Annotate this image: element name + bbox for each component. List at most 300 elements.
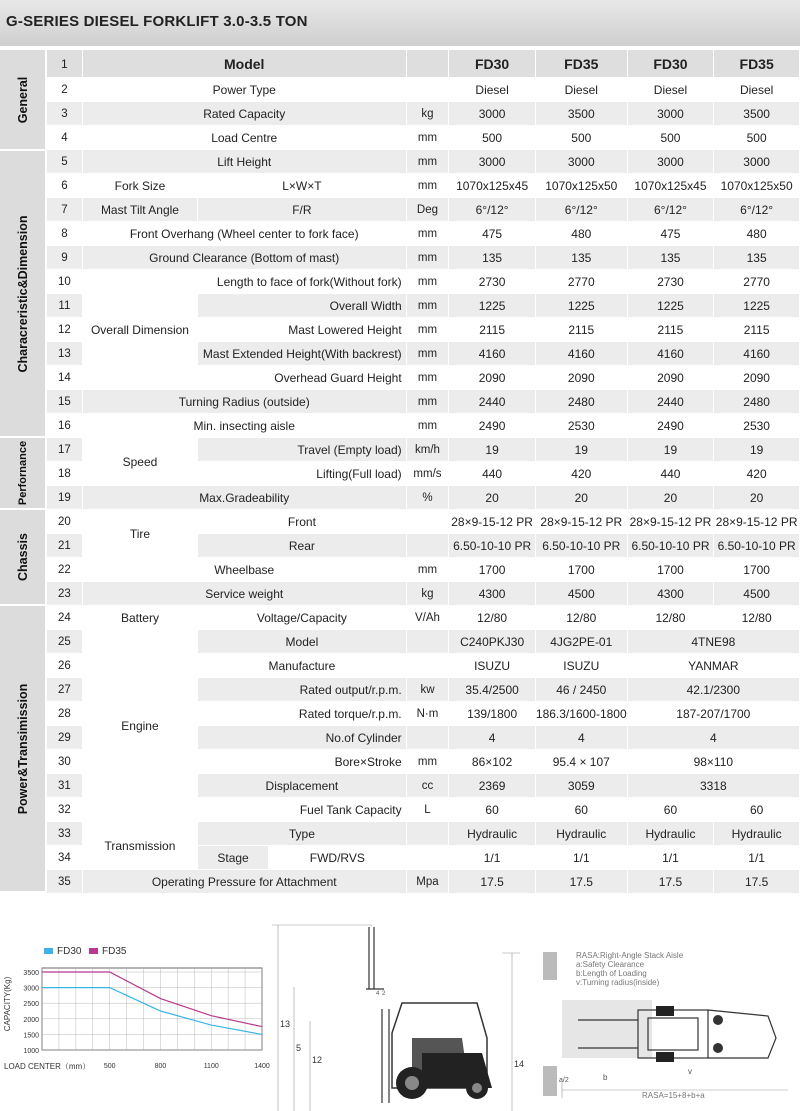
row-label: Load Centre — [82, 126, 406, 150]
cell: 19 — [535, 438, 627, 462]
row-number: 16 — [47, 414, 83, 438]
row-label: Model — [198, 630, 407, 654]
cell: 1/1 — [449, 846, 536, 870]
row-label: Travel (Empty load) — [198, 438, 407, 462]
row-number: 26 — [47, 654, 83, 678]
row-label: Length to face of fork(Without fork) — [198, 270, 407, 294]
cell: 95.4 × 107 — [535, 750, 627, 774]
row-label: Overall Width — [198, 294, 407, 318]
cell: ISUZU — [535, 654, 627, 678]
legend-line: RASA:Right-Angle Stack Aisle — [576, 951, 684, 960]
y-tick-label: 1000 — [23, 1048, 39, 1055]
row-number: 5 — [47, 150, 83, 174]
cell: 20 — [449, 486, 536, 510]
cell: 2530 — [535, 414, 627, 438]
plot-frame — [42, 968, 262, 1050]
row-label: Rated Capacity — [82, 102, 406, 126]
row-unit: mm — [406, 294, 449, 318]
y-tick-label: 3000 — [23, 985, 39, 993]
cell: 3000 — [449, 102, 536, 126]
row-label: Overhead Guard Height — [198, 366, 407, 390]
cell: 475 — [449, 222, 536, 246]
cell: 12/80 — [449, 606, 536, 630]
cell: 20 — [714, 486, 800, 510]
row-number: 3 — [47, 102, 83, 126]
row-number: 12 — [47, 318, 83, 342]
row-unit: mm — [406, 750, 449, 774]
cell: 60 — [535, 798, 627, 822]
cell: 4300 — [449, 582, 536, 606]
row-number: 2 — [47, 78, 83, 102]
cell: 19 — [714, 438, 800, 462]
cell: 19 — [627, 438, 714, 462]
cell: 420 — [535, 462, 627, 486]
capacity-chart — [0, 940, 270, 1090]
cell: 4160 — [627, 342, 714, 366]
y-tick-label: 2000 — [23, 1016, 39, 1024]
row-unit: mm — [406, 414, 449, 438]
cell: 28×9-15-12 PR — [449, 510, 536, 534]
cell: 6°/12° — [627, 198, 714, 222]
cell: 2480 — [714, 390, 800, 414]
row-label: Turning Radius (outside) — [82, 390, 406, 414]
table-row — [47, 102, 800, 126]
row-label: F/R — [198, 198, 407, 222]
model-header: Model — [82, 50, 406, 78]
y-axis-label: CAPACITY(Kg) — [3, 976, 12, 1032]
spec-table — [46, 49, 800, 894]
row-unit — [406, 654, 449, 678]
cell: 17.5 — [627, 870, 714, 894]
cell: 3500 — [714, 102, 800, 126]
row-unit — [406, 510, 449, 534]
cell: 2770 — [535, 270, 627, 294]
dim-label: 2 — [382, 991, 386, 997]
row-unit: mm — [406, 366, 449, 390]
tire-group: Tire — [82, 510, 197, 558]
row-number: 34 — [47, 846, 83, 870]
cell: 1070x125x50 — [714, 174, 800, 198]
row-unit: mm — [406, 270, 449, 294]
cell: 4TNE98 — [627, 630, 799, 654]
cell: 98×110 — [627, 750, 799, 774]
table-row — [47, 510, 800, 534]
cell: 2770 — [714, 270, 800, 294]
model-col-2: FD35 — [535, 50, 627, 78]
stage-group: Stage — [198, 846, 269, 870]
overall-dimension-group: Overall Dimension — [82, 270, 197, 390]
table-row — [47, 822, 800, 846]
row-number: 23 — [47, 582, 83, 606]
cell: 2440 — [627, 390, 714, 414]
cell: Hydraulic — [627, 822, 714, 846]
row-number: 1 — [47, 50, 83, 78]
row-number: 7 — [47, 198, 83, 222]
cell: 28×9-15-12 PR — [535, 510, 627, 534]
cell: 2090 — [627, 366, 714, 390]
row-unit: Deg — [406, 198, 449, 222]
cell: 1/1 — [627, 846, 714, 870]
cell: 500 — [627, 126, 714, 150]
cell: 2115 — [714, 318, 800, 342]
cell: 4500 — [535, 582, 627, 606]
title-bar — [0, 0, 800, 46]
table-row — [47, 558, 800, 582]
row-label: Operating Pressure for Attachment — [82, 870, 406, 894]
row-number: 10 — [47, 270, 83, 294]
cell: 4 — [535, 726, 627, 750]
row-number: 15 — [47, 390, 83, 414]
table-row — [47, 222, 800, 246]
cell: 4 — [627, 726, 799, 750]
row-unit: mm — [406, 390, 449, 414]
row-unit: mm — [406, 174, 449, 198]
y-tick-label: 2500 — [23, 1001, 39, 1009]
legend-swatch-fd35 — [89, 948, 98, 954]
table-row — [47, 606, 800, 630]
row-number: 14 — [47, 366, 83, 390]
row-unit: mm — [406, 150, 449, 174]
table-row — [47, 870, 800, 894]
legend-label-fd35: FD35 — [102, 946, 127, 957]
cell: 3500 — [535, 102, 627, 126]
cell: 2480 — [535, 390, 627, 414]
cell: 6.50-10-10 PR — [627, 534, 714, 558]
cell: 475 — [627, 222, 714, 246]
section-power — [0, 606, 45, 891]
cell: 60 — [627, 798, 714, 822]
row-number: 22 — [47, 558, 83, 582]
row-label: Rear — [198, 534, 407, 558]
cell: 500 — [449, 126, 536, 150]
row-number: 24 — [47, 606, 83, 630]
row-label: Rated output/r.p.m. — [198, 678, 407, 702]
cell: 2090 — [535, 366, 627, 390]
cell: 3000 — [714, 150, 800, 174]
row-unit: kg — [406, 102, 449, 126]
row-label: Power Type — [82, 78, 406, 102]
cell: 4500 — [714, 582, 800, 606]
table-row — [47, 414, 800, 438]
cell: C240PKJ30 — [449, 630, 536, 654]
model-col-1: FD30 — [449, 50, 536, 78]
cell: Diesel — [627, 78, 714, 102]
row-number: 31 — [47, 774, 83, 798]
cell: Diesel — [449, 78, 536, 102]
cell: 17.5 — [714, 870, 800, 894]
model-col-3: FD30 — [627, 50, 714, 78]
row-number: 30 — [47, 750, 83, 774]
cell: 3000 — [535, 150, 627, 174]
row-label: Mast Extended Height(With backrest) — [198, 342, 407, 366]
row-number: 20 — [47, 510, 83, 534]
table-row — [47, 246, 800, 270]
row-label: Manufacture — [198, 654, 407, 678]
cell: 135 — [535, 246, 627, 270]
legend-line: a:Safety Clearance — [576, 960, 645, 969]
row-unit: kw — [406, 678, 449, 702]
dim-label: 4 — [376, 991, 380, 997]
cell: 6°/12° — [535, 198, 627, 222]
cell: 1700 — [449, 558, 536, 582]
row-unit: mm — [406, 126, 449, 150]
y-tick-label: 1500 — [23, 1032, 39, 1040]
table-row — [47, 174, 800, 198]
section-characteristic — [0, 151, 45, 436]
row-group: Mast Tilt Angle — [82, 198, 197, 222]
cell: YANMAR — [627, 654, 799, 678]
x-tick-label: 1400 — [254, 1063, 270, 1070]
cell: 1/1 — [714, 846, 800, 870]
row-number: 11 — [47, 294, 83, 318]
row-unit: mm — [406, 318, 449, 342]
cell: Hydraulic — [714, 822, 800, 846]
row-unit: L — [406, 798, 449, 822]
row-number: 19 — [47, 486, 83, 510]
x-tick-label: 800 — [154, 1063, 167, 1070]
cell: 2440 — [449, 390, 536, 414]
cell: 3000 — [449, 150, 536, 174]
cell: 480 — [535, 222, 627, 246]
section-label: General — [15, 76, 30, 123]
row-unit: km/h — [406, 438, 449, 462]
cell: 187-207/1700 — [627, 702, 799, 726]
row-number: 4 — [47, 126, 83, 150]
row-label: Wheelbase — [82, 558, 406, 582]
cell: 12/80 — [627, 606, 714, 630]
x-tick-label: 500 — [103, 1063, 116, 1070]
dim-label: 5 — [296, 1043, 302, 1053]
cell: 28×9-15-12 PR — [714, 510, 800, 534]
cell: 46 / 2450 — [535, 678, 627, 702]
cell: 19 — [449, 438, 536, 462]
cell: 1070x125x45 — [449, 174, 536, 198]
legend-label-fd30: FD30 — [57, 946, 82, 957]
row-unit — [406, 534, 449, 558]
table-row — [47, 126, 800, 150]
row-label: Max.Gradeability — [82, 486, 406, 510]
dim-label: b — [603, 1073, 608, 1082]
aisle-top-diagram — [538, 948, 798, 1108]
row-unit — [406, 630, 449, 654]
row-label: Lift Height — [82, 150, 406, 174]
row-unit — [406, 78, 449, 102]
row-unit: mm/s — [406, 462, 449, 486]
cell: 28×9-15-12 PR — [627, 510, 714, 534]
dim-label: 14 — [514, 1059, 525, 1069]
row-label: Rated torque/r.p.m. — [198, 702, 407, 726]
section-performance — [0, 438, 45, 508]
legend-swatch-fd30 — [44, 948, 53, 954]
header-row — [47, 50, 800, 78]
cell: 2090 — [449, 366, 536, 390]
table-row — [47, 582, 800, 606]
section-chassis — [0, 510, 45, 604]
row-unit: mm — [406, 342, 449, 366]
table-row — [47, 78, 800, 102]
row-label: Mast Lowered Height — [198, 318, 407, 342]
table-row — [47, 198, 800, 222]
row-label: Lifting(Full load) — [198, 462, 407, 486]
page-title: G-SERIES DIESEL FORKLIFT 3.0-3.5 TON — [6, 13, 308, 30]
cell: 440 — [449, 462, 536, 486]
row-label: Displacement — [198, 774, 407, 798]
model-col-4: FD35 — [714, 50, 800, 78]
cell: ISUZU — [449, 654, 536, 678]
x-axis-label: LOAD CENTER（mm） — [4, 1062, 91, 1071]
table-row — [47, 150, 800, 174]
row-label: Min. insecting aisle — [82, 414, 406, 438]
cell: 1/1 — [535, 846, 627, 870]
cell: 60 — [449, 798, 536, 822]
chart-legend — [44, 946, 127, 957]
row-label: L×W×T — [198, 174, 407, 198]
cell: 6.50-10-10 PR — [535, 534, 627, 558]
cell: 60 — [714, 798, 800, 822]
cell: 1700 — [714, 558, 800, 582]
row-number: 35 — [47, 870, 83, 894]
row-unit: % — [406, 486, 449, 510]
cell: 6°/12° — [449, 198, 536, 222]
row-unit: cc — [406, 774, 449, 798]
cell: 6°/12° — [714, 198, 800, 222]
table-row — [47, 270, 800, 294]
row-number: 17 — [47, 438, 83, 462]
dim-label: v — [688, 1067, 692, 1076]
section-label: Perfornance — [16, 440, 29, 506]
section-general — [0, 50, 45, 149]
cell: 20 — [627, 486, 714, 510]
cell: 4300 — [627, 582, 714, 606]
row-label: Voltage/Capacity — [198, 606, 407, 630]
cell: 17.5 — [449, 870, 536, 894]
cell: 1225 — [449, 294, 536, 318]
row-number: 29 — [47, 726, 83, 750]
row-number: 28 — [47, 702, 83, 726]
row-label: Service weight — [82, 582, 406, 606]
table-row — [47, 438, 800, 462]
cell: 6.50-10-10 PR — [714, 534, 800, 558]
cell: 2530 — [714, 414, 800, 438]
cell: 135 — [449, 246, 536, 270]
cell: 1225 — [714, 294, 800, 318]
cell: 86×102 — [449, 750, 536, 774]
row-unit: mm — [406, 222, 449, 246]
row-number: 32 — [47, 798, 83, 822]
cell: 480 — [714, 222, 800, 246]
cell: 440 — [627, 462, 714, 486]
cell: 12/80 — [714, 606, 800, 630]
cell: 12/80 — [535, 606, 627, 630]
table-row — [47, 390, 800, 414]
cell: 1070x125x45 — [627, 174, 714, 198]
table-row — [47, 486, 800, 510]
chart-grid — [42, 968, 262, 1050]
section-label: Chassis — [15, 533, 30, 581]
speed-group: Speed — [82, 438, 197, 486]
cell: 3318 — [627, 774, 799, 798]
transmission-group: Transmission — [82, 822, 197, 870]
cell: 3000 — [627, 102, 714, 126]
x-tick-label: 1100 — [203, 1063, 219, 1070]
row-label: Ground Clearance (Bottom of mast) — [82, 246, 406, 270]
engine-group: Engine — [82, 630, 197, 822]
row-number: 25 — [47, 630, 83, 654]
cell: Diesel — [714, 78, 800, 102]
row-unit: V/Ah — [406, 606, 449, 630]
row-unit: mm — [406, 246, 449, 270]
cell: 1700 — [535, 558, 627, 582]
y-tick-label: 3500 — [23, 970, 39, 977]
forklift-side-diagram — [272, 923, 525, 1098]
cell: 35.4/2500 — [449, 678, 536, 702]
row-unit: mm — [406, 558, 449, 582]
cell: 42.1/2300 — [627, 678, 799, 702]
cell: 2115 — [627, 318, 714, 342]
row-number: 27 — [47, 678, 83, 702]
cell: 135 — [627, 246, 714, 270]
cell: 6.50-10-10 PR — [449, 534, 536, 558]
cell: 2115 — [449, 318, 536, 342]
row-unit: N·m — [406, 702, 449, 726]
table-row — [47, 630, 800, 654]
row-unit — [406, 726, 449, 750]
battery-group: Battery — [82, 606, 197, 630]
cell: 17.5 — [535, 870, 627, 894]
row-label: No.of Cylinder — [198, 726, 407, 750]
row-number: 18 — [47, 462, 83, 486]
dim-label: 13 — [280, 1019, 291, 1029]
row-label: Type — [198, 822, 407, 846]
row-label: Front — [198, 510, 407, 534]
row-label: FWD/RVS — [268, 846, 406, 870]
cell: 1225 — [627, 294, 714, 318]
cell: 139/1800 — [449, 702, 536, 726]
cell: 135 — [714, 246, 800, 270]
unit-header — [406, 50, 449, 78]
row-number: 8 — [47, 222, 83, 246]
cell: 1700 — [627, 558, 714, 582]
legend-line: b:Length of Loading — [576, 969, 647, 978]
dim-label: RASA=15+8+b+a — [642, 1091, 705, 1100]
row-number: 33 — [47, 822, 83, 846]
cell: 1070x125x50 — [535, 174, 627, 198]
cell: 4 — [449, 726, 536, 750]
row-label: Front Overhang (Wheel center to fork face) — [82, 222, 406, 246]
cell: Hydraulic — [535, 822, 627, 846]
cell: 2369 — [449, 774, 536, 798]
cell: 2490 — [449, 414, 536, 438]
cell: 3000 — [627, 150, 714, 174]
row-unit — [406, 822, 449, 846]
cell: 2730 — [449, 270, 536, 294]
row-group: Fork Size — [82, 174, 197, 198]
cell: 20 — [535, 486, 627, 510]
section-label: Characreristic&Dimension — [15, 214, 30, 373]
legend-line: v:Turning radius(inside) — [576, 978, 660, 987]
cell: 4160 — [535, 342, 627, 366]
row-label: Bore×Stroke — [198, 750, 407, 774]
row-label: Fuel Tank Capacity — [198, 798, 407, 822]
dim-label: 12 — [312, 1055, 323, 1065]
cell: 186.3/1600-1800 — [535, 702, 627, 726]
row-number: 21 — [47, 534, 83, 558]
cell: 500 — [535, 126, 627, 150]
cell: 2090 — [714, 366, 800, 390]
cell: 4160 — [449, 342, 536, 366]
row-number: 9 — [47, 246, 83, 270]
section-label: Power&Transimission — [15, 683, 30, 814]
